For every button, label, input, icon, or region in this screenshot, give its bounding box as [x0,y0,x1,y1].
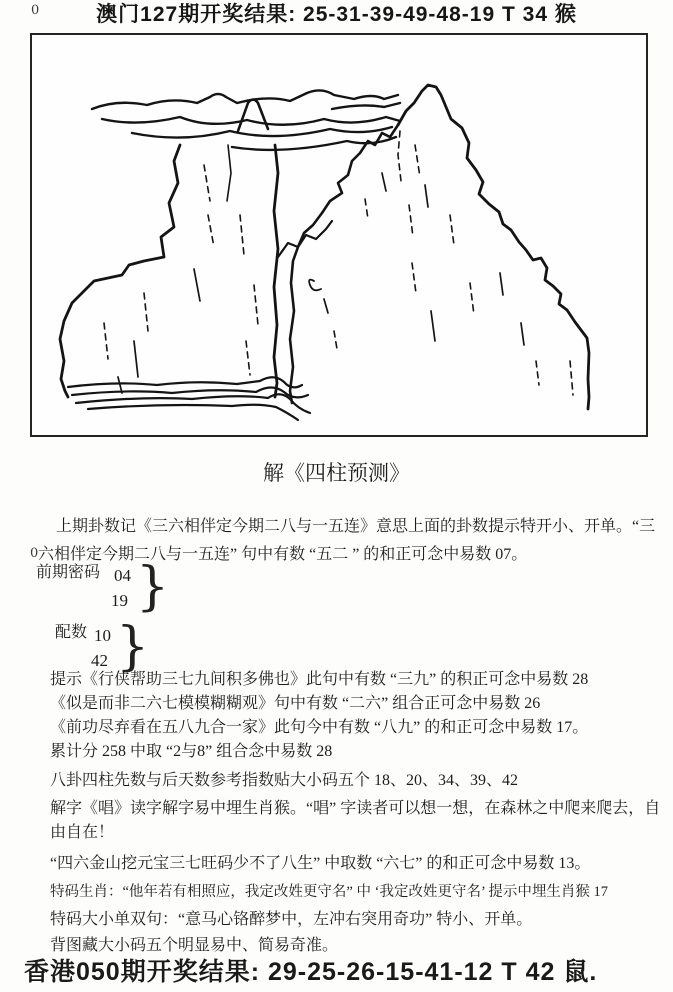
paired-number-label: 配数 [55,624,88,641]
body-line: 解字《唱》读字解字易中埋生肖猴。“唱” 字读者可以想一想，在森林之中爬来爬去，自由自在！ [50,800,661,841]
previous-password-group [36,557,170,617]
code-value: 19 [111,591,129,610]
paired-number-values [91,623,112,673]
body-line: 《似是而非二六七模模糊糊观》句中有数 “二六” 组合正可念中易数 26 [50,695,541,712]
body-line: 提示《行侠帮助三七九间积多佛也》此句中有数 “三九” 的积正可念中易数 28 [50,671,589,688]
body-line: 特码大小单双句：“意马心铬醉梦中，左冲右突用奇功” 特小、开单。 [50,911,533,928]
margin-mark-top: 0 [31,3,40,18]
mountain-ink-drawing [32,35,646,435]
hint-lines-block [50,668,670,958]
macau-result-header: 澳门127期开奖结果: 25-31-39-49-48-19 T 34 猴 [96,3,577,26]
interpretation-paragraph: 上期卦数记《三六相伴定今期二八与一五连》意思上面的卦数提示特开小、开单。“三六相伴定今期二八与一五连” 句中有数 “五二 ” 的和正可念中易数 07。 [38,518,656,563]
body-line: 八卦四柱先数与后天数参考指数贴大小码五个 18、20、34、39、42 [50,772,519,789]
margin-mark-body: 0 [30,546,39,561]
body-line: 特码生肖：“他年若有相照应，我定改姓更守名” 中 ‘我定改姓更守名’ 提示中埋生肖猴 17 [50,884,608,900]
code-value: 10 [94,626,112,645]
code-value: 04 [114,566,132,585]
code-value: 42 [91,651,109,670]
code-groups [36,557,170,677]
body-line: 背图藏大小码五个明显易中、简易奇准。 [50,937,339,954]
mountain-illustration-frame [30,33,648,437]
previous-password-values [111,563,132,613]
brace-glyph: } [136,557,170,617]
body-line: “四六金山挖元宝三七旺码少不了八生” 中取数 “六七” 的和正可念中易数 13。 [50,855,591,872]
section-title: 解《四柱预测》 [263,461,410,485]
body-line: 累计分 258 中取 “2与8” 组合念中易数 28 [50,743,333,760]
previous-password-label: 前期密码 [36,564,101,581]
brace-glyph: } [116,617,150,677]
hongkong-result-footer: 香港050期开奖结果: 29-25-26-15-41-12 T 42 鼠. [24,958,598,986]
body-line: 《前功尽弃看在五八九合一家》此句今中有数 “八九” 的和正可念中易数 17。 [50,719,589,736]
paired-number-group [55,617,169,677]
